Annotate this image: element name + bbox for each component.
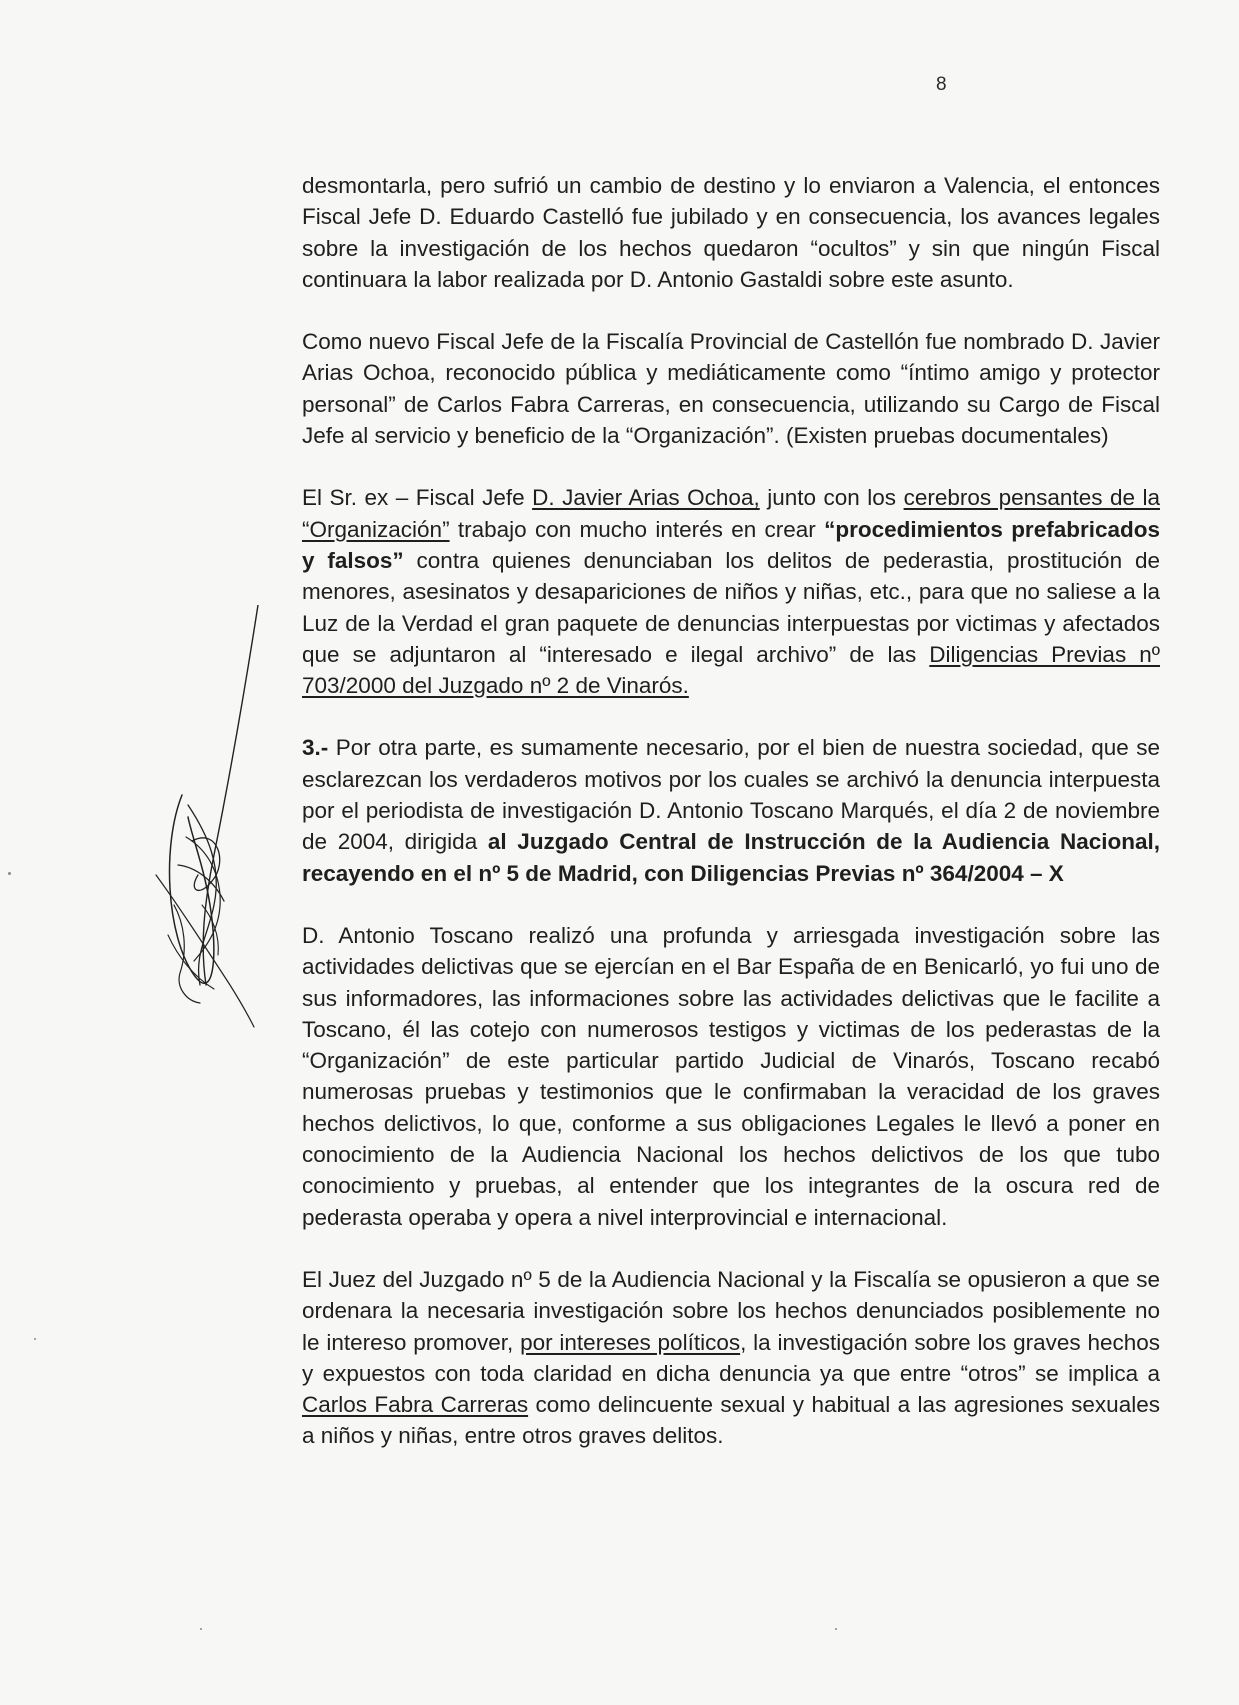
paragraph-2: Como nuevo Fiscal Jefe de la Fiscalía Provincial de Castellón fue nombrado D. Javier Arias Ochoa, reconocido pública y mediáticamente como “íntimo amigo y protector personal” de Carlos Fabra Carreras, en consecuencia, utilizando su Cargo de Fiscal Jefe al servicio y beneficio de la “Organización”. (Existen pruebas documentales) <box>302 329 1160 449</box>
paragraph-1: desmontarla, pero sufrió un cambio de destino y lo enviaron a Valencia, el entonces Fiscal Jefe D. Eduardo Castelló fue jubilado y en consecuencia, los avances legales sobre la investigación de los hechos quedaron “ocultos” y sin que ningún Fiscal continuara la labor realizada por D. Antonio Gastaldi sobre este asunto. <box>302 173 1160 292</box>
scan-speck <box>34 1338 36 1340</box>
document-body <box>302 170 1160 1452</box>
paragraph-5: D. Antonio Toscano realizó una profunda y arriesgada investigación sobre las actividades delictivas que se ejercían en el Bar España de en Benicarló, yo fui uno de sus informadores, las informaciones sobre las actividades delictivas que le facilite a Toscano, él las cotejo con numerosos testigos y victimas de los pederastas de la “Organización” de este particular partido Judicial de Vinarós, Toscano recabó numerosas pruebas y testimonios que le confirmaban la veracidad de los graves hechos delictivos, lo que, conforme a sus obligaciones Legales le llevó a poner en conocimiento de la Audiencia Nacional los hechos delictivos de los que tubo conocimiento y pruebas, al entender que los integrantes de la oscura red de pederasta operaba y opera a nivel interprovincial e internacional. <box>302 922 1160 1230</box>
scan-speck <box>200 1628 202 1630</box>
paragraph-6-text-b: , la investigación sobre los graves hechos y expuestos con toda claridad en dicha denuncia ya que entre “otros” se implica a <box>302 1329 1161 1386</box>
underlined-cerebros: cerebros pensantes de la “Organización” <box>302 485 1161 542</box>
scan-speck <box>835 1628 837 1630</box>
paragraph-3-text-b: junto con los <box>759 485 904 511</box>
underlined-intereses-politicos: por intereses políticos <box>520 1329 741 1355</box>
paragraph-4-text-a: Por otra parte, es sumamente necesario, por el bien de nuestra sociedad, que se esclarezcan los verdaderos motivos por los cuales se archivó la denuncia interpuesta por el periodista de investigación D. Antonio Toscano Marqués, el día 2 de noviembre de 2004, dirigida <box>302 735 1160 855</box>
paragraph-3 <box>302 482 1160 701</box>
underlined-diligencias-703: Diligencias Previas nº 703/2000 del Juzgado nº 2 de Vinarós. <box>302 641 1160 699</box>
section-number: 3.- <box>302 735 329 761</box>
bold-juzgado-central: al Juzgado Central de Instrucción de la Audiencia Nacional, recayendo en el nº 5 de Madrid, con Diligencias Previas nº 364/2004 – X <box>302 829 1160 886</box>
paragraph-6-text-c: como delincuente sexual y habitual a las agresiones sexuales a niños y niñas, entre otros graves delitos. <box>302 1392 1160 1449</box>
page-number: 8 <box>936 74 947 95</box>
paragraph-3-text-d: contra quienes denunciaban los delitos de pederastia, prostitución de menores, asesinatos y desapariciones de niños y niñas, etc., para que no saliese a la Luz de la Verdad el gran paquete de denuncias interpuestas por victimas y afectados que se adjuntaron al “interesado e ilegal archivo” de las <box>302 547 1160 667</box>
scan-speck <box>8 872 11 875</box>
handwritten-signature <box>148 605 298 1045</box>
underlined-name-arias: D. Javier Arias Ochoa, <box>532 485 760 511</box>
bold-procedimientos: “procedimientos prefabricados y falsos” <box>302 516 1160 573</box>
paragraph-6 <box>302 1264 1160 1452</box>
paragraph-4 <box>302 732 1160 888</box>
paragraph-3-text-a: El Sr. ex – Fiscal Jefe <box>302 485 533 511</box>
paragraph-3-text-c: trabajo con mucho interés en crear <box>449 516 825 542</box>
underlined-carlos-fabra: Carlos Fabra Carreras <box>302 1392 529 1418</box>
paragraph-6-text-a: El Juez del Juzgado nº 5 de la Audiencia Nacional y la Fiscalía se opusieron a que se ordenara la necesaria investigación sobre los hechos denunciados posiblemente no le intereso promover, <box>302 1266 1160 1355</box>
